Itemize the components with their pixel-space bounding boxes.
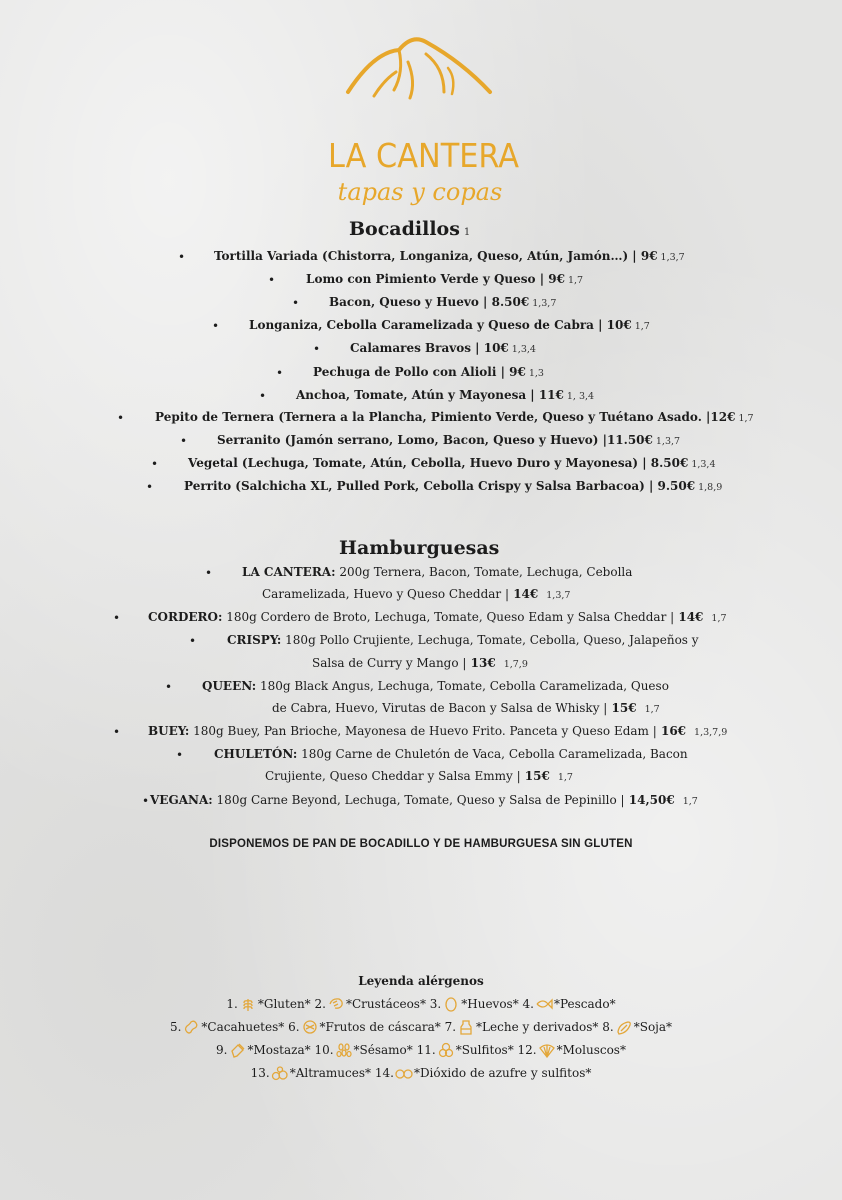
burger-price: 15€ xyxy=(520,769,550,783)
legend-number: 7. xyxy=(444,1020,457,1034)
burger-price: 15€ xyxy=(607,701,637,715)
item-text: Serranito (Jamón serrano, Lomo, Bacon, Queso y Huevo) |11.50€ xyxy=(217,433,653,447)
gluten-free-notice: DISPONEMOS DE PAN DE BOCADILLO Y DE HAMBURGUESA SIN GLUTEN xyxy=(209,838,633,850)
burger-description-cont: Crujiente, Queso Cheddar y Salsa Emmy | xyxy=(265,769,521,783)
allergen-codes: 1,7 xyxy=(738,413,754,424)
allergen-codes: 1,3,4 xyxy=(511,344,536,355)
bullet: • xyxy=(313,342,321,356)
allergen-codes: 1,7 xyxy=(682,796,698,807)
brand-tagline: tapas y copas xyxy=(337,178,503,206)
wheat-icon xyxy=(239,996,257,1012)
sulphur-dioxide-icon xyxy=(395,1065,413,1081)
burger-description: 180g Carne de Chuletón de Vaca, Cebolla Caramelizada, Bacon xyxy=(297,747,688,761)
hamburguesas-title: Hamburguesas xyxy=(339,537,500,559)
item-text: Anchoa, Tomate, Atún y Mayonesa | 11€ xyxy=(296,388,564,402)
milk-icon xyxy=(457,1019,475,1035)
burger-name: CRISPY: xyxy=(227,633,282,647)
allergen-codes: 1,3,7,9 xyxy=(694,727,728,738)
bullet: • xyxy=(113,611,121,625)
bocadillos-title xyxy=(349,218,470,240)
legend-label: *Sésamo* xyxy=(353,1043,413,1057)
item-text: Bacon, Queso y Huevo | 8.50€ xyxy=(329,295,530,309)
legend-number: 11. xyxy=(416,1043,436,1057)
legend-label: *Leche y derivados* xyxy=(476,1020,599,1034)
burger-item-line-2 xyxy=(272,702,660,715)
bullet: • xyxy=(151,457,159,471)
legend-number: 9. xyxy=(216,1043,228,1057)
item-text: Calamares Bravos | 10€ xyxy=(350,341,509,355)
bocadillo-item xyxy=(214,250,685,263)
legend-row xyxy=(0,996,842,1012)
item-text: Perrito (Salchicha XL, Pulled Pork, Cebolla Crispy y Salsa Barbacoa) | 9.50€ xyxy=(184,479,696,493)
soy-icon xyxy=(615,1019,633,1035)
burger-price: 14€ xyxy=(509,587,539,601)
brand-name: LA CANTERA xyxy=(328,136,520,175)
legend-label: *Huevos* xyxy=(461,997,519,1011)
brand-logo xyxy=(320,32,520,206)
legend-number: 8. xyxy=(602,1020,614,1034)
bullet: • xyxy=(189,634,197,648)
allergen-codes: 1,3,7 xyxy=(546,590,571,601)
bullet: • xyxy=(205,566,213,580)
item-text: Vegetal (Lechuga, Tomate, Atún, Cebolla, Huevo Duro y Mayonesa) | 8.50€ xyxy=(188,456,689,470)
allergen-codes: 1,3,4 xyxy=(691,459,716,470)
burger-description: 180g Cordero de Broto, Lechuga, Tomate, Queso Edam y Salsa Cheddar | xyxy=(222,610,675,624)
sulphite-icon xyxy=(437,1042,455,1058)
bullet: • xyxy=(113,725,121,739)
allergen-codes: 1,7 xyxy=(644,704,660,715)
burger-name: LA CANTERA: xyxy=(242,565,336,579)
legend-number: 5. xyxy=(169,1020,182,1034)
burger-price: 13€ xyxy=(466,656,496,670)
legend-label: *Altramuces* xyxy=(289,1066,372,1080)
bullet: • xyxy=(176,748,184,762)
bocadillo-item xyxy=(306,273,583,286)
bullet: • xyxy=(146,480,154,494)
legend-number: 13. xyxy=(250,1066,270,1080)
legend-number: 12. xyxy=(517,1043,537,1057)
burger-description-cont: de Cabra, Huevo, Virutas de Bacon y Salsa de Whisky | xyxy=(272,701,608,715)
legend-label: *Mostaza* xyxy=(247,1043,311,1057)
burger-price: 14€ xyxy=(674,610,704,624)
bullet: • xyxy=(180,434,188,448)
burger-price: 14,50€ xyxy=(624,793,675,807)
burger-name: CHULETÓN: xyxy=(214,747,298,761)
bullet: • xyxy=(292,296,300,310)
allergen-codes: 1,7 xyxy=(557,772,573,783)
bocadillo-item xyxy=(350,342,536,355)
item-text: Longaniza, Cebolla Caramelizada y Queso de Cabra | 10€ xyxy=(249,318,632,332)
bullet: • xyxy=(178,250,186,264)
legend-number: 2. xyxy=(314,997,326,1011)
bocadillo-item xyxy=(184,480,722,493)
burger-item-line xyxy=(227,634,699,646)
burger-name: VEGANA: xyxy=(150,793,213,807)
item-text: Tortilla Variada (Chistorra, Longaniza, Queso, Atún, Jamón…) | 9€ xyxy=(214,249,658,263)
legend-label: *Dióxido de azufre y sulfitos* xyxy=(413,1066,592,1080)
allergen-codes: 1,7,9 xyxy=(503,659,528,670)
burger-item-line xyxy=(202,680,669,692)
sesame-icon xyxy=(335,1042,353,1058)
egg-icon xyxy=(442,996,460,1012)
mountain-icon xyxy=(344,32,494,132)
bullet: • xyxy=(259,389,267,403)
burger-item-line xyxy=(148,611,727,624)
bocadillos-title-note: 1 xyxy=(463,227,471,238)
allergen-codes: 1, 3,4 xyxy=(566,391,595,402)
fish-icon xyxy=(535,996,553,1012)
legend-number: 10. xyxy=(314,1043,334,1057)
legend-number: 4. xyxy=(522,997,534,1011)
burger-item-line-2 xyxy=(262,588,570,601)
burger-item-line-2 xyxy=(265,770,573,783)
burger-price: 16€ xyxy=(656,724,687,738)
bullet: • xyxy=(117,411,125,425)
bullet: • xyxy=(142,794,150,808)
bocadillo-item xyxy=(155,411,754,424)
allergen-codes: 1,3 xyxy=(528,368,544,379)
legend-row xyxy=(0,1019,842,1035)
item-text: Pepito de Ternera (Ternera a la Plancha, Pimiento Verde, Queso y Tuétano Asado. |12€ xyxy=(155,410,736,424)
nut-icon xyxy=(301,1019,319,1035)
allergen-codes: 1,7 xyxy=(711,613,727,624)
legend-label: *Gluten* xyxy=(257,997,311,1011)
bullet: • xyxy=(276,366,284,380)
burger-item-line xyxy=(150,794,698,807)
mollusc-icon xyxy=(538,1042,556,1058)
burger-description: 200g Ternera, Bacon, Tomate, Lechuga, Cebolla xyxy=(335,565,633,579)
lupin-icon xyxy=(271,1065,289,1081)
burger-name: BUEY: xyxy=(148,724,190,738)
burger-description: 180g Black Angus, Lechuga, Tomate, Cebolla Caramelizada, Queso xyxy=(256,679,669,693)
burger-description: 180g Buey, Pan Brioche, Mayonesa de Huevo Frito. Panceta y Queso Edam | xyxy=(189,724,657,738)
item-text: Lomo con Pimiento Verde y Queso | 9€ xyxy=(306,272,565,286)
burger-item-line xyxy=(242,566,632,578)
legend-number: 14. xyxy=(374,1066,394,1080)
legend-row xyxy=(0,1065,842,1081)
allergen-codes: 1,7 xyxy=(634,321,650,332)
bocadillo-item xyxy=(313,366,544,379)
legend-label: *Pescado* xyxy=(554,997,616,1011)
shrimp-icon xyxy=(327,996,345,1012)
bullet: • xyxy=(268,273,276,287)
legend-number: 1. xyxy=(226,997,238,1011)
peanut-icon xyxy=(182,1019,200,1035)
bocadillo-item xyxy=(296,389,594,402)
burger-description-cont: Salsa de Curry y Mango | xyxy=(312,656,467,670)
burger-item-line xyxy=(148,725,727,738)
legend-label: *Crustáceos* xyxy=(345,997,426,1011)
burger-description-cont: Caramelizada, Huevo y Queso Cheddar | xyxy=(262,587,510,601)
bocadillos-title-text: Bocadillos xyxy=(349,218,460,240)
bullet: • xyxy=(165,680,173,694)
burger-name: CORDERO: xyxy=(148,610,223,624)
legend-label: *Sulfitos* xyxy=(455,1043,514,1057)
legend-title: Leyenda alérgenos xyxy=(358,974,484,988)
bocadillo-item xyxy=(249,319,650,332)
bocadillo-item xyxy=(329,296,556,309)
legend-label: *Frutos de cáscara* xyxy=(319,1020,441,1034)
legend-label: *Soja* xyxy=(633,1020,673,1034)
bullet: • xyxy=(212,319,220,333)
burger-description: 180g Carne Beyond, Lechuga, Tomate, Queso y Salsa de Pepinillo | xyxy=(212,793,625,807)
legend-number: 3. xyxy=(429,997,442,1011)
burger-description: 180g Pollo Crujiente, Lechuga, Tomate, Cebolla, Queso, Jalapeños y xyxy=(281,633,699,647)
item-text: Pechuga de Pollo con Alioli | 9€ xyxy=(313,365,526,379)
allergen-codes: 1,3,7 xyxy=(532,298,557,309)
allergen-codes: 1,3,7 xyxy=(660,252,685,263)
bocadillo-item xyxy=(188,457,716,470)
allergen-codes: 1,8,9 xyxy=(698,482,723,493)
legend-label: *Cacahuetes* xyxy=(201,1020,285,1034)
legend-label: *Moluscos* xyxy=(556,1043,626,1057)
legend-row xyxy=(0,1042,842,1058)
bocadillo-item xyxy=(217,434,680,447)
burger-item-line xyxy=(214,748,688,760)
burger-item-line-2 xyxy=(312,657,528,670)
allergen-codes: 1,7 xyxy=(567,275,584,286)
burger-name: QUEEN: xyxy=(202,679,257,693)
allergen-codes: 1,3,7 xyxy=(655,436,681,447)
mustard-icon xyxy=(228,1042,246,1058)
legend-number: 6. xyxy=(288,1020,300,1034)
